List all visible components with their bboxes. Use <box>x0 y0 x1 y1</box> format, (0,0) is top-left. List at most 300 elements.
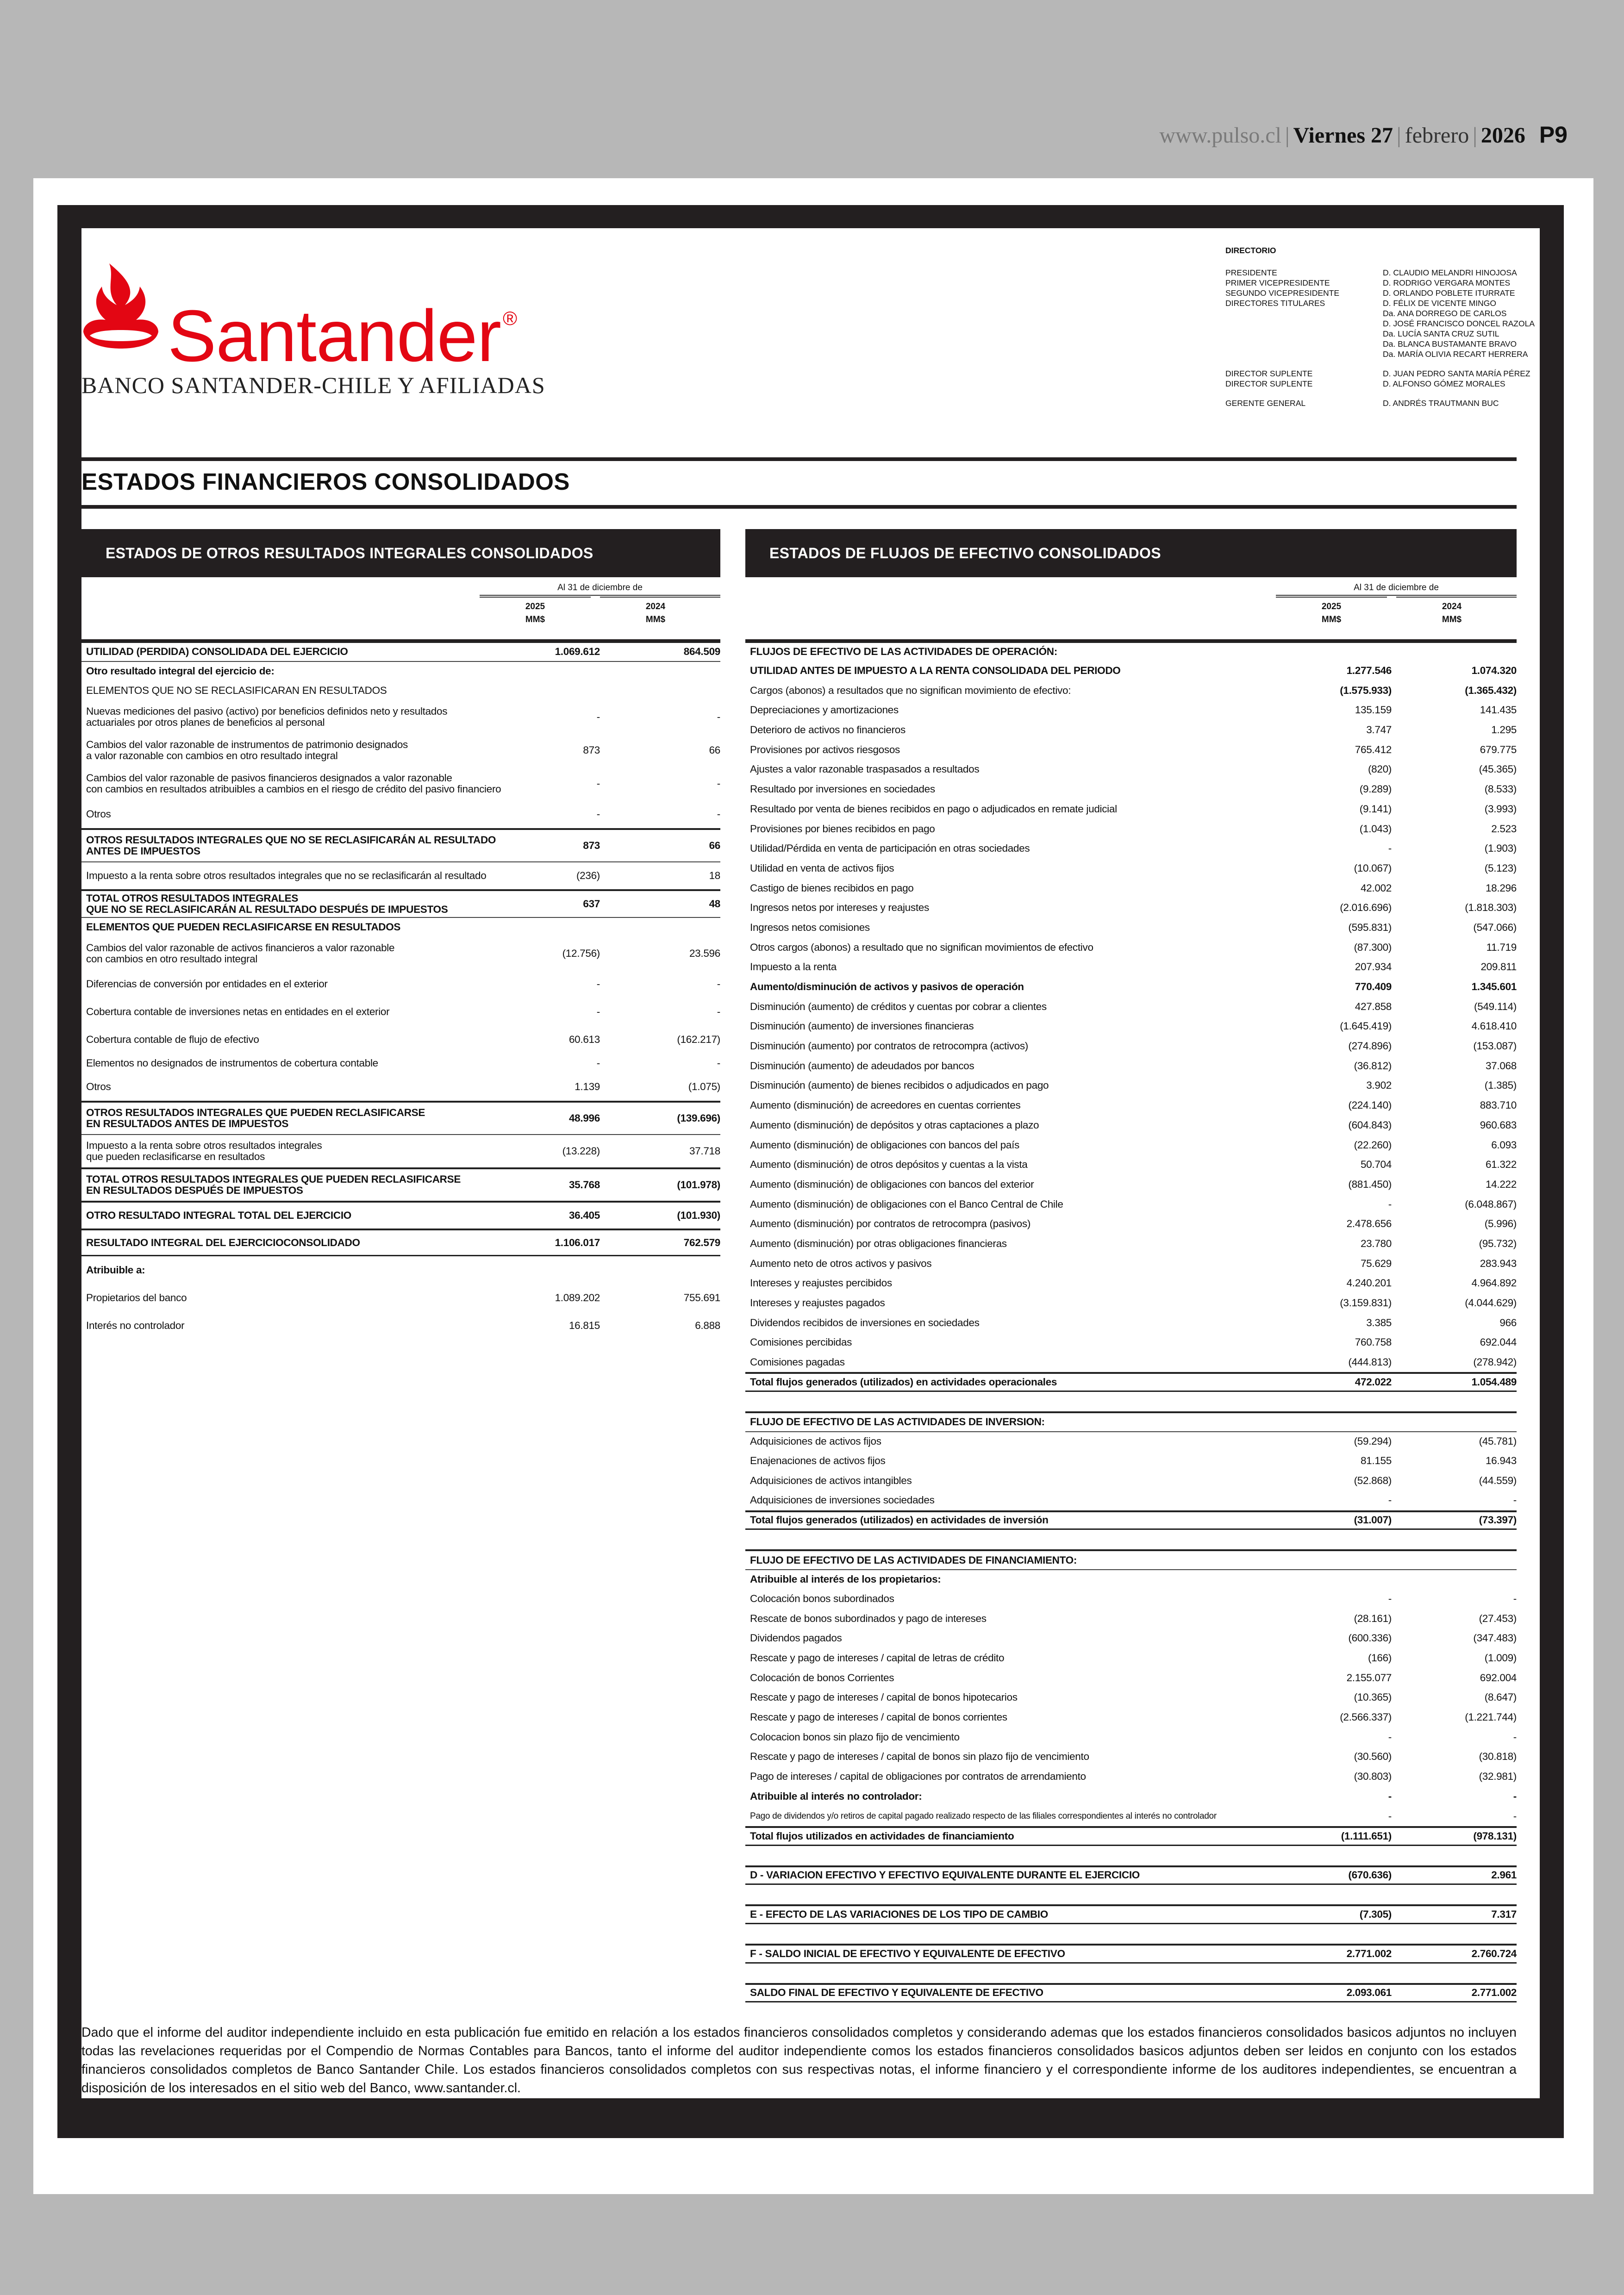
row-label: Aumento (disminución) de depósitos y otras captaciones a plazo <box>750 1119 1039 1131</box>
table-row <box>81 828 720 861</box>
row-label: Disminución (aumento) de adeudados por bancos <box>750 1060 974 1072</box>
board-member-row <box>1225 278 1540 288</box>
table-row <box>745 1944 1517 1964</box>
value-prior-year: (101.930) <box>677 1210 720 1222</box>
right-column-header <box>745 577 1517 641</box>
value-current-year: (22.260) <box>1354 1139 1392 1151</box>
value-current-year: (30.803) <box>1354 1771 1392 1783</box>
value-current-year: (87.300) <box>1354 941 1392 953</box>
board-list <box>1225 268 1540 408</box>
row-label: Total flujos utilizados en actividades de financiamiento <box>750 1830 1014 1842</box>
board-role <box>1225 308 1383 318</box>
value-current-year: (10.067) <box>1354 862 1392 874</box>
value-prior-year: 1.295 <box>1491 724 1517 736</box>
page-number: P9 <box>1539 122 1568 148</box>
right-period-label: Al 31 de diciembre de <box>1354 583 1439 592</box>
table-row <box>745 1569 1517 1589</box>
value-current-year: (10.365) <box>1354 1691 1392 1703</box>
board-member-name: D. FÉLIX DE VICENTE MINGO <box>1383 299 1497 308</box>
table-row <box>745 1865 1517 1885</box>
value-prior-year: (8.533) <box>1484 783 1517 795</box>
row-label: UTILIDAD (PERDIDA) CONSOLIDADA DEL EJERCICIO <box>86 646 348 658</box>
row-label: Ajustes a valor razonable traspasados a resultados <box>750 763 980 775</box>
value-prior-year: - <box>1513 1790 1517 1802</box>
board-role <box>1225 339 1383 349</box>
table-row <box>745 957 1517 977</box>
table-row <box>81 700 720 734</box>
row-label: Atribuible al interés de los propietarios: <box>750 1573 941 1585</box>
row-label: Disminución (aumento) de créditos y cuentas por cobrar a clientes <box>750 1000 1047 1012</box>
row-label: Atribuible al interés no controlador: <box>750 1790 922 1802</box>
table-row <box>745 1372 1517 1392</box>
value-prior-year: (3.993) <box>1484 803 1517 815</box>
table-row <box>745 740 1517 760</box>
row-label: Aumento (disminución) de obligaciones con bancos del exterior <box>750 1178 1034 1190</box>
table-row <box>745 1589 1517 1609</box>
row-label: RESULTADO INTEGRAL DEL EJERCICIOCONSOLIDADO <box>86 1236 360 1248</box>
value-current-year: 16.815 <box>568 1320 600 1332</box>
value-prior-year: (162.217) <box>677 1033 720 1045</box>
row-label: Resultado por venta de bienes recibidos en pago o adjudicados en remate judicial <box>750 803 1117 815</box>
table-row <box>745 878 1517 898</box>
row-label: SALDO FINAL DE EFECTIVO Y EQUIVALENTE DE EFECTIVO <box>750 1987 1043 1999</box>
row-label: Rescate de bonos subordinados y pago de intereses <box>750 1612 987 1624</box>
value-prior-year: (278.942) <box>1473 1356 1517 1368</box>
row-label: Nuevas mediciones del pasivo (activo) por beneficios definidos neto y resultados actuariales por otros planes de beneficios al personal <box>86 705 448 729</box>
row-label: Deterioro de activos no financieros <box>750 724 906 736</box>
table-row <box>81 734 720 767</box>
value-prior-year: - <box>1513 1810 1517 1822</box>
value-current-year: (670.636) <box>1348 1869 1392 1881</box>
board-member-row <box>1225 339 1540 349</box>
row-label: TOTAL OTROS RESULTADOS INTEGRALES QUE PUEDEN RECLASIFICARSE EN RESULTADOS DESPUÉS DE IMPUESTOS <box>86 1173 461 1197</box>
table-row <box>81 661 720 681</box>
row-label: D - VARIACION EFECTIVO Y EFECTIVO EQUIVALENTE DURANTE EL EJERCICIO <box>750 1869 1140 1881</box>
table-row <box>81 1054 720 1073</box>
board-member-row <box>1225 318 1540 329</box>
value-prior-year: - <box>1513 1592 1517 1604</box>
right-year-2: 2024 MM$ <box>1442 602 1462 624</box>
right-statement <box>745 529 1517 2002</box>
row-label: Dividendos recibidos de inversiones en sociedades <box>750 1316 980 1328</box>
value-prior-year: (1.009) <box>1484 1652 1517 1664</box>
row-label: Rescate y pago de intereses / capital de letras de crédito <box>750 1652 1005 1664</box>
value-prior-year: 209.811 <box>1480 961 1517 973</box>
value-current-year: (604.843) <box>1348 1119 1392 1131</box>
value-current-year: 2.093.061 <box>1346 1987 1392 1999</box>
value-current-year: 207.934 <box>1355 961 1392 973</box>
value-current-year: 81.155 <box>1360 1454 1392 1466</box>
value-prior-year: 755.691 <box>683 1292 720 1304</box>
board-title: DIRECTORIO <box>1225 246 1276 255</box>
board-role: SEGUNDO VICEPRESIDENTE <box>1225 288 1340 298</box>
table-row <box>745 1214 1517 1234</box>
value-prior-year: (6.048.867) <box>1465 1198 1517 1210</box>
board-member-name: Da. LUCÍA SANTA CRUZ SUTIL <box>1383 329 1499 338</box>
value-current-year: 1.106.017 <box>555 1236 600 1248</box>
value-current-year: 75.629 <box>1360 1257 1392 1269</box>
value-prior-year: 1.074.320 <box>1471 665 1517 677</box>
board-directory <box>1225 245 1540 408</box>
table-row <box>745 859 1517 879</box>
value-current-year: (1.111.651) <box>1341 1830 1392 1842</box>
value-current-year: (30.560) <box>1354 1751 1392 1763</box>
value-prior-year: (1.075) <box>688 1081 720 1093</box>
masthead-month: febrero <box>1405 123 1469 148</box>
board-member-row <box>1225 308 1540 318</box>
table-row <box>745 700 1517 720</box>
left-year-2: 2024 MM$ <box>645 602 666 624</box>
value-prior-year: - <box>717 1005 720 1017</box>
value-prior-year: 960.683 <box>1480 1119 1517 1131</box>
table-row <box>745 1767 1517 1787</box>
row-label: Pago de intereses / capital de obligaciones por contratos de arrendamiento <box>750 1771 1086 1783</box>
value-current-year: 1.277.546 <box>1346 665 1392 677</box>
row-label: Colocación de bonos Corrientes <box>750 1671 894 1684</box>
table-row <box>745 1056 1517 1076</box>
table-row <box>745 799 1517 819</box>
value-current-year: 3.747 <box>1366 724 1392 736</box>
table-row <box>745 1787 1517 1807</box>
row-label: Colocación bonos subordinados <box>750 1592 894 1604</box>
table-row <box>81 998 720 1026</box>
value-current-year: (881.450) <box>1348 1178 1392 1190</box>
right-section-title: ESTADOS DE FLUJOS DE EFECTIVO CONSOLIDADOS <box>745 529 1517 577</box>
board-member-name: Da. ANA DORREGO DE CARLOS <box>1383 309 1507 318</box>
row-label: Atribuible a: <box>86 1264 145 1276</box>
value-current-year: 637 <box>583 898 600 910</box>
value-prior-year: (45.365) <box>1479 763 1517 775</box>
table-row <box>81 680 720 700</box>
value-prior-year: 66 <box>709 744 720 756</box>
table-row <box>745 1431 1517 1451</box>
board-member-name: D. ORLANDO POBLETE ITURRATE <box>1383 288 1515 298</box>
newspaper-masthead: www.pulso.cl | Viernes 27 | febrero | 2026 P9 <box>1159 122 1568 148</box>
value-prior-year: 18 <box>709 870 720 882</box>
table-row <box>745 1491 1517 1510</box>
value-current-year: 1.139 <box>575 1081 600 1093</box>
board-member-name: D. JUAN PEDRO SANTA MARÍA PÉREZ <box>1383 369 1530 378</box>
left-column-header <box>81 577 720 641</box>
row-label: Otros <box>86 808 111 820</box>
table-row <box>81 1026 720 1054</box>
santander-logo <box>81 262 577 377</box>
value-prior-year: (45.781) <box>1479 1435 1517 1447</box>
value-current-year: 4.240.201 <box>1346 1277 1392 1289</box>
table-row <box>745 1036 1517 1056</box>
value-prior-year: 23.596 <box>689 947 720 959</box>
value-prior-year: (1.385) <box>1484 1079 1517 1091</box>
table-row <box>81 917 720 937</box>
row-label: TOTAL OTROS RESULTADOS INTEGRALES QUE NO SE RECLASIFICARÁN AL RESULTADO DESPUÉS DE IMPUESTOS <box>86 892 448 916</box>
value-current-year: (236) <box>576 870 600 882</box>
value-prior-year: 7.317 <box>1491 1908 1517 1921</box>
table-row <box>745 1194 1517 1214</box>
value-current-year: (2.016.696) <box>1340 902 1392 914</box>
board-role <box>1225 349 1383 359</box>
masthead-site: www.pulso.cl <box>1159 123 1281 148</box>
table-row <box>745 819 1517 839</box>
value-current-year: 42.002 <box>1360 882 1392 894</box>
table-row <box>745 1904 1517 1924</box>
table-row <box>81 1167 720 1201</box>
row-label: Dividendos pagados <box>750 1632 842 1644</box>
value-prior-year: 679.775 <box>1480 743 1517 755</box>
row-label: Total flujos generados (utilizados) en actividades de inversión <box>750 1514 1049 1526</box>
bank-name: BANCO SANTANDER-CHILE Y AFILIADAS <box>81 372 545 398</box>
board-member-row <box>1225 368 1540 379</box>
value-prior-year: 11.719 <box>1486 941 1517 953</box>
table-row <box>745 1411 1517 1431</box>
value-prior-year: 61.322 <box>1485 1159 1517 1171</box>
left-table-body <box>81 641 720 1340</box>
right-year-1: 2025 MM$ <box>1321 602 1342 624</box>
value-current-year: (9.141) <box>1359 803 1392 815</box>
value-current-year: (1.645.419) <box>1340 1020 1392 1032</box>
value-current-year: (2.566.337) <box>1340 1711 1392 1723</box>
table-row <box>81 1101 720 1134</box>
board-member-row <box>1225 268 1540 278</box>
row-label: Castigo de bienes recibidos en pago <box>750 882 914 894</box>
table-row <box>745 1747 1517 1767</box>
row-label: FLUJO DE EFECTIVO DE LAS ACTIVIDADES DE FINANCIAMIENTO: <box>750 1554 1077 1566</box>
value-prior-year: (549.114) <box>1474 1000 1517 1012</box>
table-row <box>745 1254 1517 1273</box>
board-role: PRESIDENTE <box>1225 268 1277 277</box>
value-prior-year: 966 <box>1499 1316 1517 1328</box>
row-label: Cambios del valor razonable de instrumentos de patrimonio designados a valor razonable con cambios en otro resultado integral <box>86 739 408 762</box>
board-member-row <box>1225 329 1540 339</box>
board-member-name: D. RODRIGO VERGARA MONTES <box>1383 278 1511 287</box>
value-current-year: 50.704 <box>1360 1159 1392 1171</box>
value-prior-year: 762.579 <box>683 1236 720 1248</box>
masthead-year: 2026 <box>1480 123 1525 148</box>
table-row <box>745 977 1517 997</box>
row-label: Rescate y pago de intereses / capital de bonos hipotecarios <box>750 1691 1018 1703</box>
board-role: GERENTE GENERAL <box>1225 399 1306 408</box>
row-label: FLUJO DE EFECTIVO DE LAS ACTIVIDADES DE INVERSION: <box>750 1416 1045 1428</box>
table-row <box>745 839 1517 859</box>
value-current-year: 873 <box>583 744 600 756</box>
row-label: Pago de dividendos y/o retiros de capital pagado realizado respecto de las filiales correspondientes al interés no controlador <box>750 1811 1217 1821</box>
row-label: Aumento (disminución) de obligaciones con bancos del país <box>750 1139 1020 1151</box>
row-label: Utilidad/Pérdida en venta de participación en otras sociedades <box>750 842 1030 854</box>
value-current-year: 873 <box>583 840 600 852</box>
value-current-year: (166) <box>1368 1652 1392 1664</box>
logo-wordmark <box>168 295 517 377</box>
value-prior-year: 4.618.410 <box>1471 1020 1517 1032</box>
row-label: Impuesto a la renta <box>750 961 837 973</box>
board-member-row <box>1225 288 1540 298</box>
logo-text: Santander <box>168 295 501 377</box>
row-label: Adquisiciones de activos fijos <box>750 1435 881 1447</box>
table-row <box>81 937 720 970</box>
value-prior-year: - <box>717 1057 720 1069</box>
ad-panel <box>81 228 1540 2098</box>
value-prior-year: (153.087) <box>1473 1040 1517 1052</box>
board-member-name: D. ALFONSO GÓMEZ MORALES <box>1383 379 1505 388</box>
board-member-name: D. ANDRÉS TRAUTMANN BUC <box>1383 399 1499 408</box>
value-prior-year: 6.093 <box>1491 1139 1517 1151</box>
value-current-year: (12.756) <box>562 947 600 959</box>
value-prior-year: 2.523 <box>1491 823 1517 835</box>
table-row <box>745 1175 1517 1195</box>
table-row <box>745 1135 1517 1155</box>
row-label: Aumento neto de otros activos y pasivos <box>750 1257 932 1269</box>
row-label: Cargos (abonos) a resultados que no significan movimiento de efectivo: <box>750 684 1071 696</box>
value-current-year: - <box>1388 1810 1392 1822</box>
value-current-year: - <box>1388 1592 1392 1604</box>
row-label: Impuesto a la renta sobre otros resultados integrales que no se reclasificarán al resultado <box>86 870 487 882</box>
value-prior-year: - <box>717 978 720 990</box>
row-label: Aumento (disminución) por contratos de retrocompra (pasivos) <box>750 1218 1031 1230</box>
row-label: Aumento (disminución) por otras obligaciones financieras <box>750 1237 1007 1249</box>
row-label: Comisiones pagadas <box>750 1356 845 1368</box>
value-current-year: - <box>1388 1790 1392 1802</box>
value-current-year: (52.868) <box>1354 1474 1392 1486</box>
table-row <box>81 1073 720 1101</box>
value-current-year: 765.412 <box>1355 743 1392 755</box>
table-row <box>745 1017 1517 1036</box>
registered-mark: ® <box>503 307 517 329</box>
value-prior-year: (101.978) <box>677 1179 720 1191</box>
value-current-year: (7.305) <box>1359 1908 1392 1921</box>
value-current-year: (274.896) <box>1348 1040 1392 1052</box>
board-role: DIRECTOR SUPLENTE <box>1225 379 1313 388</box>
board-role <box>1225 329 1383 339</box>
value-current-year: 2.478.656 <box>1346 1218 1392 1230</box>
value-prior-year: - <box>717 778 720 790</box>
table-row <box>745 1333 1517 1353</box>
row-label: Diferencias de conversión por entidades en el exterior <box>86 978 328 990</box>
value-current-year: (36.812) <box>1354 1060 1392 1072</box>
table-row <box>745 898 1517 918</box>
value-prior-year: (95.732) <box>1479 1237 1517 1249</box>
value-current-year: (595.831) <box>1348 921 1392 933</box>
section-spacer <box>745 1885 1517 1904</box>
value-prior-year: 2.760.724 <box>1471 1947 1517 1959</box>
value-prior-year: 6.888 <box>695 1320 720 1332</box>
table-row <box>745 1451 1517 1471</box>
left-statement <box>81 529 720 1340</box>
value-prior-year: 16.943 <box>1485 1454 1517 1466</box>
table-row <box>745 1708 1517 1727</box>
table-row <box>745 1549 1517 1569</box>
table-row <box>745 1273 1517 1293</box>
value-prior-year: (5.996) <box>1484 1218 1517 1230</box>
value-current-year: - <box>1388 1494 1392 1506</box>
table-row <box>81 1229 720 1256</box>
section-spacer <box>745 1846 1517 1865</box>
value-prior-year: 692.004 <box>1480 1671 1517 1684</box>
value-prior-year: (547.066) <box>1473 921 1517 933</box>
row-label: OTROS RESULTADOS INTEGRALES QUE PUEDEN RECLASIFICARSE EN RESULTADOS ANTES DE IMPUESTOS <box>86 1107 425 1130</box>
value-current-year: 60.613 <box>568 1033 600 1045</box>
value-current-year: 35.768 <box>568 1179 600 1191</box>
row-label: Impuesto a la renta sobre otros resultados integrales que pueden reclasificarse en resultados <box>86 1140 322 1163</box>
table-row <box>745 1234 1517 1254</box>
value-current-year: 2.771.002 <box>1346 1947 1392 1959</box>
value-prior-year: (44.559) <box>1479 1474 1517 1486</box>
row-label: Comisiones percibidas <box>750 1336 852 1348</box>
table-row <box>745 680 1517 700</box>
row-label: Otro resultado integral del ejercicio de: <box>86 665 275 677</box>
row-label: OTRO RESULTADO INTEGRAL TOTAL DEL EJERCICIO <box>86 1210 351 1222</box>
value-prior-year: (32.981) <box>1479 1771 1517 1783</box>
value-current-year: 2.155.077 <box>1346 1671 1392 1684</box>
row-label: Ingresos netos por intereses y reajustes <box>750 902 929 914</box>
board-member-row <box>1225 349 1540 359</box>
value-prior-year: 692.044 <box>1480 1336 1517 1348</box>
value-current-year: - <box>1388 842 1392 854</box>
row-label: Aumento (disminución) de obligaciones con el Banco Central de Chile <box>750 1198 1063 1210</box>
value-prior-year: 2.961 <box>1491 1869 1517 1881</box>
table-row <box>745 997 1517 1017</box>
table-row <box>81 1134 720 1167</box>
value-current-year: - <box>596 778 600 790</box>
value-current-year: - <box>596 1057 600 1069</box>
table-row <box>745 1293 1517 1313</box>
table-row <box>745 937 1517 957</box>
value-prior-year: 141.435 <box>1480 704 1517 716</box>
board-member-row <box>1225 379 1540 389</box>
row-label: Adquisiciones de inversiones sociedades <box>750 1494 935 1506</box>
row-label: Otros cargos (abonos) a resultado que no significan movimientos de efectivo <box>750 941 1093 953</box>
table-row <box>745 1609 1517 1628</box>
value-prior-year: 18.296 <box>1485 882 1517 894</box>
table-row <box>745 1155 1517 1175</box>
table-row <box>81 861 720 889</box>
value-current-year: (31.007) <box>1354 1514 1392 1526</box>
newspaper-sheet <box>33 178 1593 2194</box>
value-current-year: - <box>596 1005 600 1017</box>
row-label: FLUJOS DE EFECTIVO DE LAS ACTIVIDADES DE OPERACIÓN: <box>750 646 1057 658</box>
value-current-year: 36.405 <box>568 1210 600 1222</box>
section-spacer <box>745 1924 1517 1944</box>
value-current-year: 472.022 <box>1355 1376 1392 1388</box>
table-row <box>745 661 1517 681</box>
table-row <box>745 1510 1517 1530</box>
value-prior-year: - <box>1513 1494 1517 1506</box>
table-row <box>81 889 720 917</box>
value-prior-year: 1.345.601 <box>1471 981 1517 993</box>
value-prior-year: (5.123) <box>1484 862 1517 874</box>
value-prior-year: 37.718 <box>689 1145 720 1157</box>
table-row <box>745 1353 1517 1372</box>
table-row <box>745 1313 1517 1333</box>
row-label: Disminución (aumento) de inversiones financieras <box>750 1020 974 1032</box>
value-prior-year: (347.483) <box>1473 1632 1517 1644</box>
value-prior-year: 864.509 <box>683 646 720 658</box>
table-row <box>745 918 1517 938</box>
value-current-year: (28.161) <box>1354 1612 1392 1624</box>
row-label: Disminución (aumento) de bienes recibidos o adjudicados en pago <box>750 1079 1049 1091</box>
row-label: Cambios del valor razonable de activos financieros a valor razonable con cambios en otro resultado integral <box>86 942 395 965</box>
table-row <box>81 641 720 661</box>
value-current-year: (13.228) <box>562 1145 600 1157</box>
row-label: Ingresos netos comisiones <box>750 921 870 933</box>
table-row <box>81 800 720 828</box>
left-section-title: ESTADOS DE OTROS RESULTADOS INTEGRALES CONSOLIDADOS <box>81 529 720 577</box>
value-prior-year: - <box>717 711 720 723</box>
table-row <box>745 720 1517 740</box>
value-current-year: 1.069.612 <box>555 646 600 658</box>
table-row <box>81 1201 720 1229</box>
value-current-year: - <box>596 808 600 820</box>
section-spacer <box>745 1530 1517 1549</box>
board-role: DIRECTOR SUPLENTE <box>1225 369 1313 378</box>
value-prior-year: 4.964.892 <box>1471 1277 1517 1289</box>
